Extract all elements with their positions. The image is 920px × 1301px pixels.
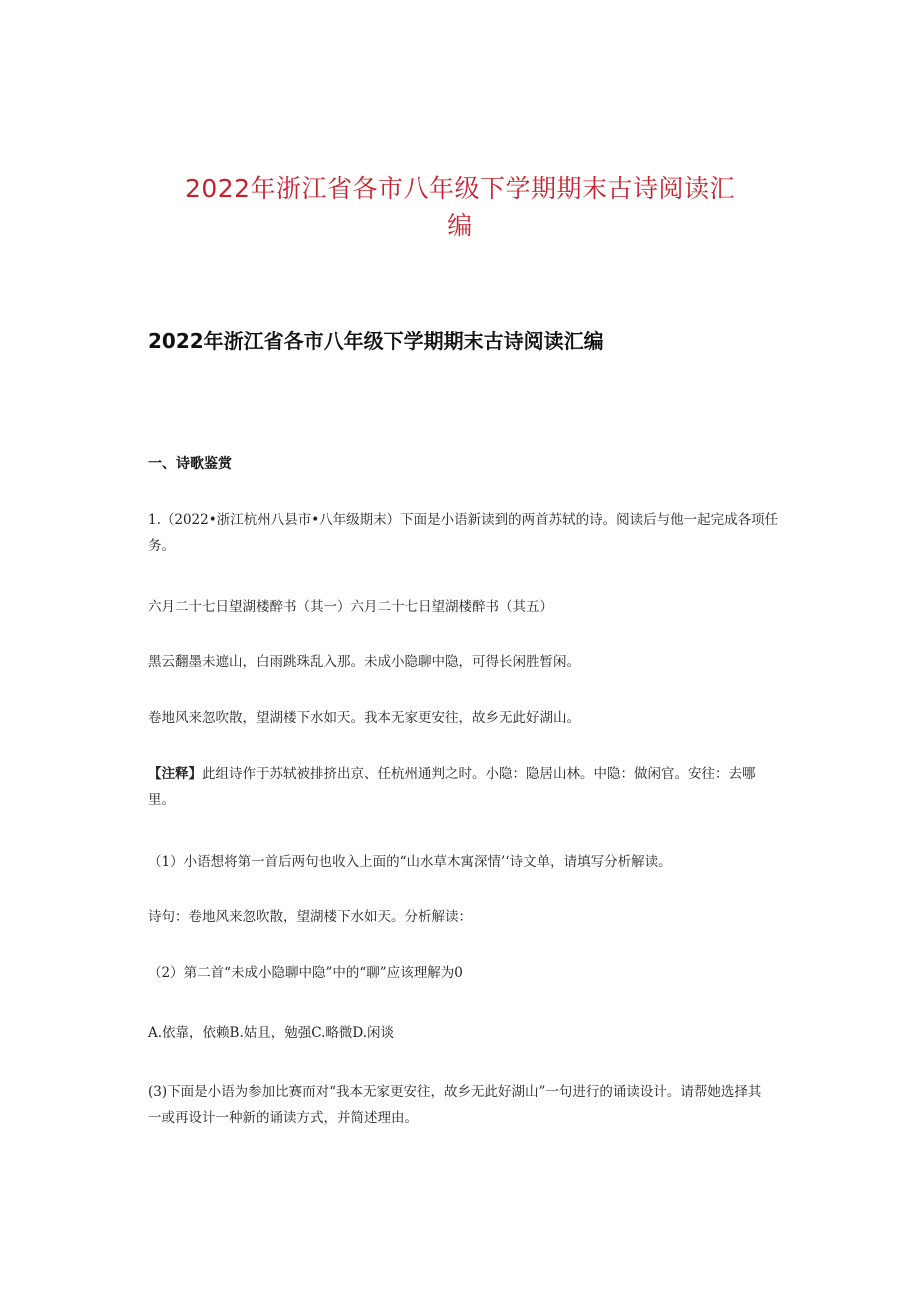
document-heading: 2022年浙江省各市八年级下学期期末古诗阅读汇编 bbox=[148, 329, 604, 353]
cover-title-line2: 编 bbox=[447, 211, 473, 240]
cover-title-line1: 2022年浙江省各市八年级下学期期末古诗阅读汇 bbox=[184, 174, 736, 203]
annotation bbox=[148, 761, 808, 813]
poem-line1: 黑云翻墨未遮山，白雨跳珠乱入那。未成小隐聊中隐，可得长闲胜暂闲。 bbox=[148, 654, 580, 670]
sub-question-2: （2）第二首“未成小隐聊中隐”中的“聊”应该理解为0 bbox=[148, 965, 463, 981]
sub-question-3-line1: (3)下面是小语为参加比赛而对“我本无家更安往，故乡无此好湖山”一句进行的诵读设计。请帮她选择其 bbox=[148, 1084, 762, 1100]
question-intro-line2: 务。 bbox=[148, 538, 175, 554]
sub-question-3-line2: 一或再设计一种新的诵读方式，并简述理由。 bbox=[148, 1110, 418, 1126]
sub-question-1: （1）小语想将第一首后两句也收入上面的“山水草木寓深情’‘诗文单，请填写分析解读。 bbox=[148, 854, 672, 870]
sub-question-2-options: A.依靠，依赖B.姑且，勉强C.略微D.闲谈 bbox=[148, 1025, 395, 1041]
sub-question-3 bbox=[148, 1079, 808, 1131]
annotation-text: 此组诗作于苏轼被排挤出京、任杭州通判之时。小隐：隐居山林。中隐：做闲官。安往：去哪 bbox=[202, 766, 756, 782]
sub-question-1-verse: 诗句：卷地风来忽吹散，望湖楼下水如天。分析解读： bbox=[148, 909, 472, 925]
annotation-line2: 里。 bbox=[148, 792, 175, 808]
question-intro bbox=[148, 507, 808, 559]
poem-titles: 六月二十七日望湖楼醉书（其一）六月二十七日望湖楼醉书（其五） bbox=[148, 599, 553, 615]
annotation-line1 bbox=[148, 761, 808, 787]
annotation-tag: 【注释】 bbox=[148, 766, 202, 782]
section-title: 一、诗歌鉴赏 bbox=[148, 456, 232, 472]
question-intro-line1: 1.（2022•浙江杭州八县市•八年级期末）下面是小语新读到的两首苏轼的诗。阅读后与他一起完成各项任 bbox=[148, 512, 779, 528]
poem-line2: 卷地风来忽吹散，望湖楼下水如天。我本无家更安往，故乡无此好湖山。 bbox=[148, 710, 580, 726]
